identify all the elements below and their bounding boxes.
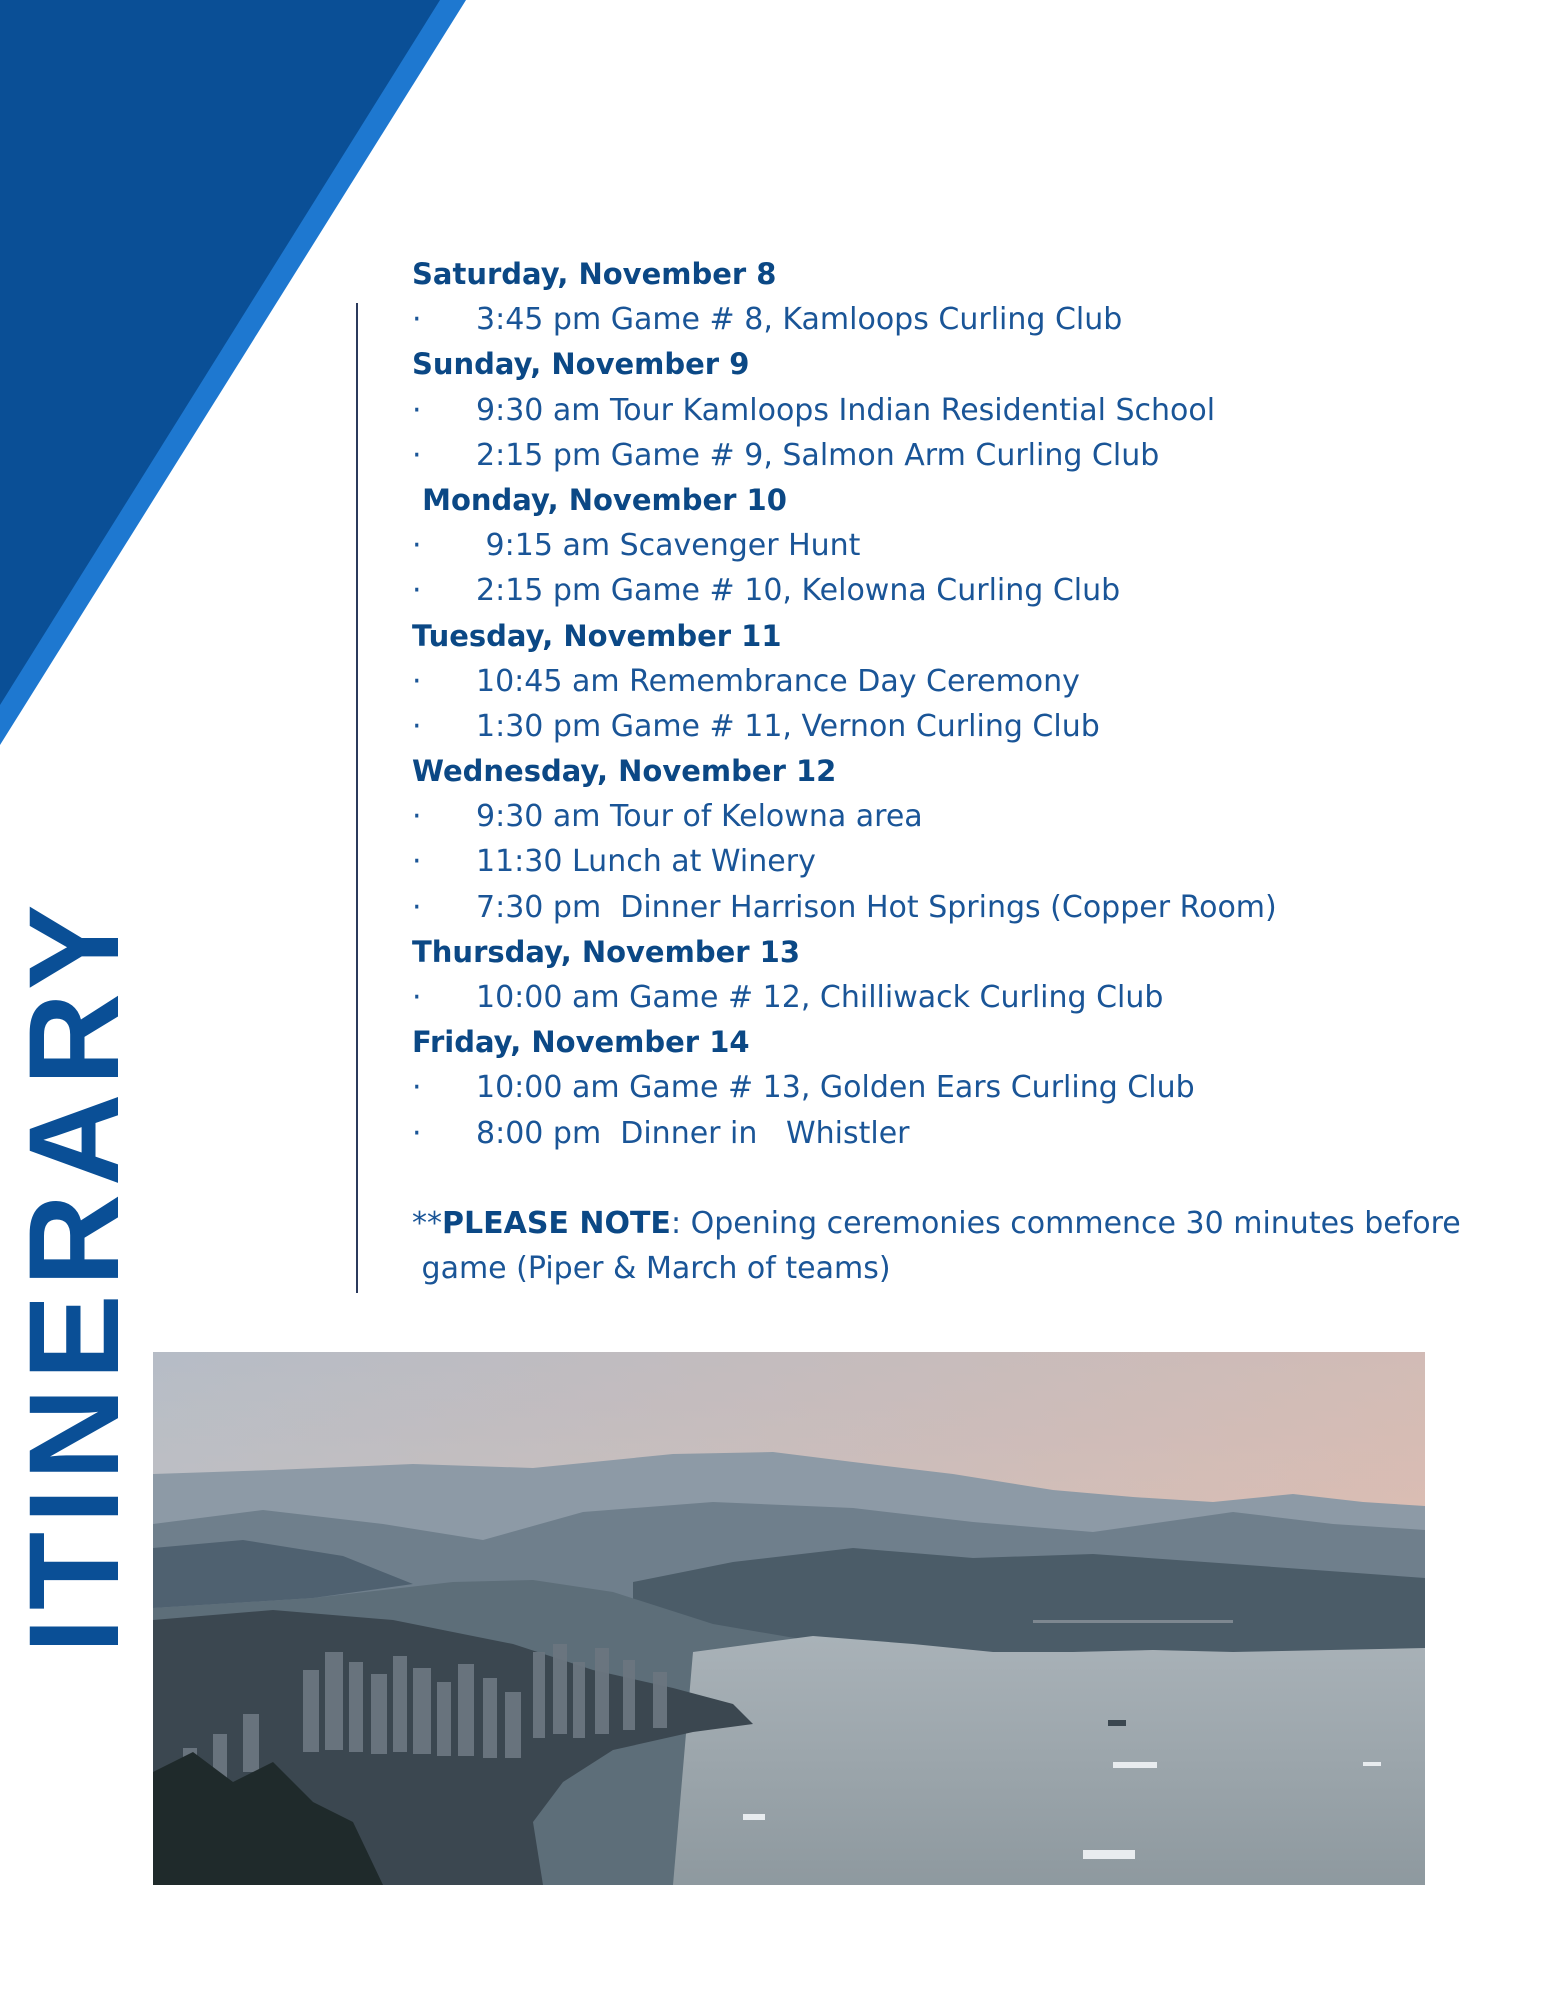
itinerary-item-text: 8:00 pm Dinner in Whistler (476, 1115, 910, 1151)
itinerary-item (412, 388, 1522, 433)
day-heading: Wednesday, November 12 (412, 754, 837, 789)
itinerary-item-text: 2:15 pm Game # 9, Salmon Arm Curling Club (476, 437, 1160, 473)
itinerary-item-text: 10:00 am Game # 13, Golden Ears Curling Club (476, 1070, 1195, 1106)
itinerary-item (412, 885, 1522, 930)
itinerary-item (412, 297, 1522, 342)
itinerary-item-text: 2:15 pm Game # 10, Kelowna Curling Club (476, 573, 1121, 609)
day-heading: Thursday, November 13 (412, 934, 801, 969)
bullet-dot: · (412, 1070, 422, 1106)
itinerary-content (412, 252, 1522, 1291)
itinerary-item-text: 9:30 am Tour Kamloops Indian Residential School (476, 392, 1216, 428)
itinerary-item (412, 839, 1522, 884)
itinerary-item (412, 1111, 1522, 1156)
bullet-dot: · (412, 980, 422, 1015)
itinerary-item-text: 10:45 am Remembrance Day Ceremony (476, 663, 1080, 699)
bullet-dot: · (412, 528, 422, 564)
please-note (412, 1201, 1522, 1291)
bullet-dot: · (412, 844, 422, 880)
day-heading: Sunday, November 9 (412, 347, 750, 382)
itinerary-item (412, 523, 1522, 568)
itinerary-item-text: 10:00 am Game # 12, Chilliwack Curling Club (476, 980, 1164, 1015)
itinerary-item-text: 9:30 am Tour of Kelowna area (476, 799, 923, 835)
itinerary-item-text: 9:15 am Scavenger Hunt (476, 528, 861, 564)
itinerary-item (412, 704, 1522, 749)
day-heading: Monday, November 10 (412, 482, 787, 517)
note-emphasis: PLEASE NOTE (442, 1205, 671, 1241)
itinerary-item (412, 659, 1522, 704)
day-heading: Friday, November 14 (412, 1025, 750, 1060)
bullet-dot: · (412, 573, 422, 609)
bullet-dot: · (412, 302, 422, 338)
spacer (412, 1156, 1522, 1201)
bullet-dot: · (412, 1115, 422, 1151)
bullet-dot: · (412, 708, 422, 744)
bullet-dot: · (412, 392, 422, 428)
itinerary-title: ITINERARY (3, 896, 146, 1654)
itinerary-item-text: 11:30 Lunch at Winery (476, 844, 816, 880)
itinerary-item (412, 975, 1522, 1020)
bullet-dot: · (412, 889, 422, 925)
vertical-divider (356, 303, 358, 1293)
itinerary-item-text: 3:45 pm Game # 8, Kamloops Curling Club (476, 302, 1123, 338)
bullet-dot: · (412, 663, 422, 699)
bullet-dot: · (412, 799, 422, 835)
day-heading: Saturday, November 8 (412, 257, 777, 291)
itinerary-item (412, 794, 1522, 839)
itinerary-item (412, 1065, 1522, 1110)
itinerary-item (412, 568, 1522, 613)
note-text-line2: game (Piper & March of teams) (412, 1250, 891, 1286)
dark-blue-triangle (0, 0, 440, 705)
itinerary-item-text: 1:30 pm Game # 11, Vernon Curling Club (476, 708, 1100, 744)
itinerary-item-text: 7:30 pm Dinner Harrison Hot Springs (Copper Room) (476, 889, 1277, 925)
note-prefix: ** (412, 1205, 442, 1241)
city-harbour-photo (153, 1352, 1425, 1885)
note-text-line1: : Opening ceremonies commence 30 minutes before (670, 1205, 1461, 1241)
itinerary-item (412, 433, 1522, 478)
bullet-dot: · (412, 437, 422, 473)
day-heading: Tuesday, November 11 (412, 618, 782, 653)
